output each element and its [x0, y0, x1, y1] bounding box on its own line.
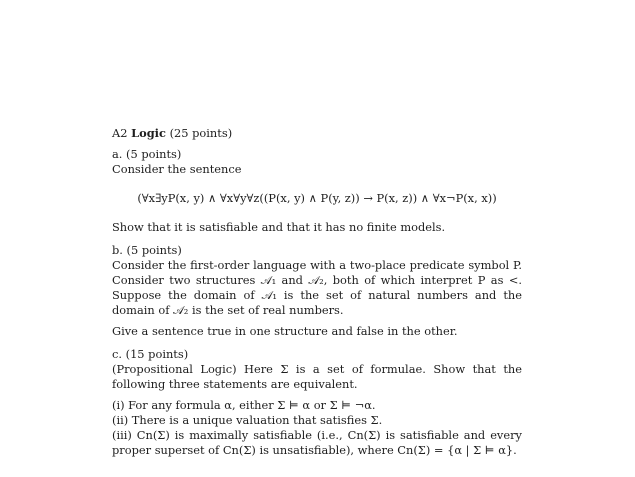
- part-c-item: (i) For any formula α, either Σ ⊨ α or Σ ⊨ ¬α.: [112, 398, 376, 412]
- part-c-label: c. (15 points): [112, 347, 189, 361]
- question-number: A2: [112, 126, 128, 140]
- part-c-text: (Propositional Logic) Here Σ is a set of formulae. Show that the following three statements are equivalent.: [112, 362, 522, 391]
- part-b-task: Give a sentence true in one structure and false in the other.: [112, 324, 458, 338]
- part-a-task: Show that it is satisfiable and that it has no finite models.: [112, 220, 446, 234]
- question-heading: [112, 126, 522, 141]
- part-c-item: (ii) There is a unique valuation that satisfies Σ.: [112, 413, 383, 427]
- part-b: [112, 243, 522, 339]
- question-points: (25 points): [169, 126, 233, 140]
- question-title: Logic: [131, 126, 166, 140]
- part-a-intro: Consider the sentence: [112, 162, 242, 176]
- part-c-item: (iii) Cn(Σ) is maximally satisfiable (i.e., Cn(Σ) is satisfiable and every proper superset of Cn(Σ) is unsatisfiable), where Cn(Σ) = {α | Σ ⊨ α}.: [112, 428, 522, 457]
- part-a-formula: (∀x∃yP(x, y) ∧ ∀x∀y∀z((P(x, y) ∧ P(y, z)) → P(x, z)) ∧ ∀x¬P(x, x)): [137, 191, 497, 205]
- part-a: [112, 147, 522, 235]
- part-b-label: b. (5 points): [112, 243, 182, 257]
- part-b-text: Consider the first-order language with a two-place predicate symbol P. Consider two structures 𝒜₁ and 𝒜₂, both of which interpret P as <. Suppose the domain of 𝒜₁ is the set of natural numbers and the domain of 𝒜₂ is the set of real numbers.: [112, 258, 522, 317]
- exam-page: [112, 126, 522, 458]
- part-a-label: a. (5 points): [112, 147, 182, 161]
- part-c: [112, 347, 522, 458]
